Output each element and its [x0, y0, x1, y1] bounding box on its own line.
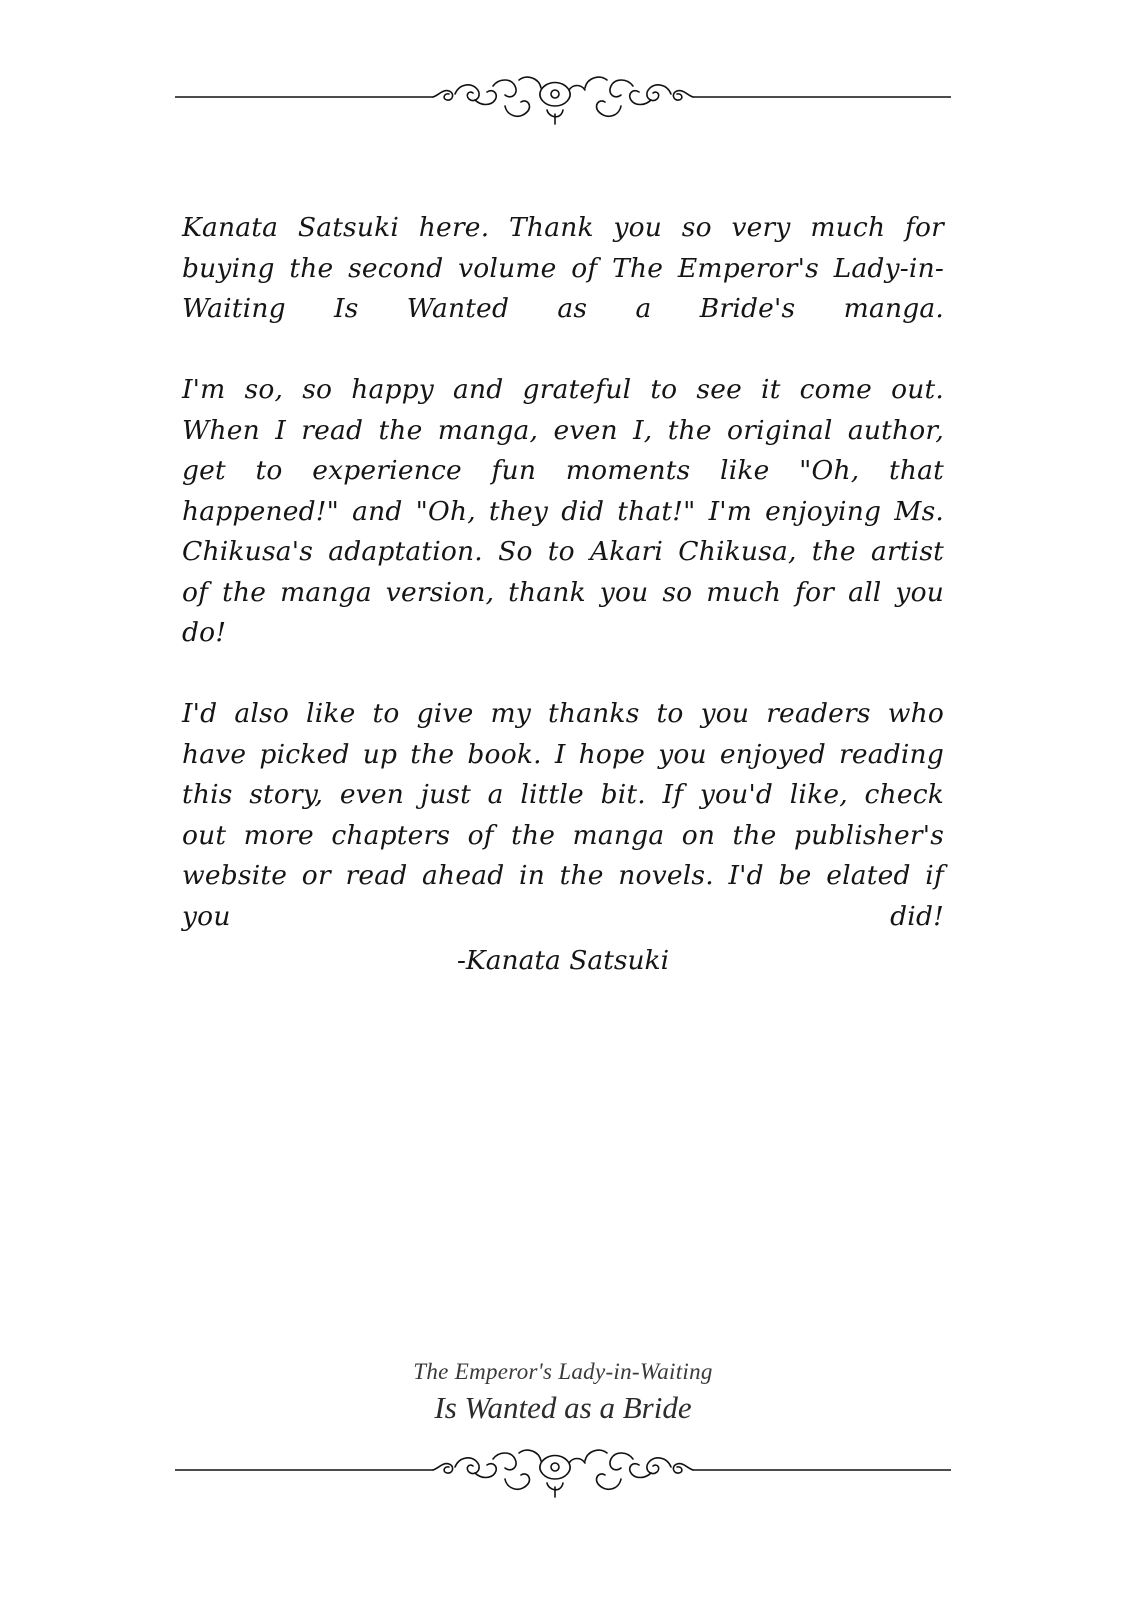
- flourish-divider-icon: [175, 70, 951, 130]
- series-title-line-1: The Emperor's Lady-in-Waiting: [413, 1359, 713, 1384]
- letter-paragraph-3: I'd also like to give my thanks to you readers who have picked up the book. I hope you enjoyed reading this story, even just a little bit. If you'd like, check out more chapters of the manga on the publisher's website or read ahead in the novels. I'd be elated if you did!: [182, 698, 944, 932]
- author-signature: -Kanata Satsuki: [456, 945, 670, 976]
- bottom-ornamental-divider: [175, 1443, 951, 1503]
- top-ornamental-divider: [175, 70, 951, 130]
- letter-paragraph-2: I'm so, so happy and grateful to see it come out. When I read the manga, even I, the original author, get to experience fun moments like "Oh, that happened!" and "Oh, they did that!" I'm enjoying Ms. Chikusa's adaptation. So to Akari Chikusa, the artist of the manga version, thank you so much for all you do!: [182, 374, 944, 648]
- series-title-line-2: Is Wanted as a Bride: [434, 1390, 692, 1425]
- series-title-logo: [0, 1358, 1126, 1428]
- flourish-divider-icon: [175, 1443, 951, 1503]
- afterword-letter: [182, 208, 944, 937]
- letter-paragraph-1: Kanata Satsuki here. Thank you so very much for buying the second volume of The Emperor's Lady-in-Waiting Is Wanted as a Bride's manga.: [182, 212, 944, 324]
